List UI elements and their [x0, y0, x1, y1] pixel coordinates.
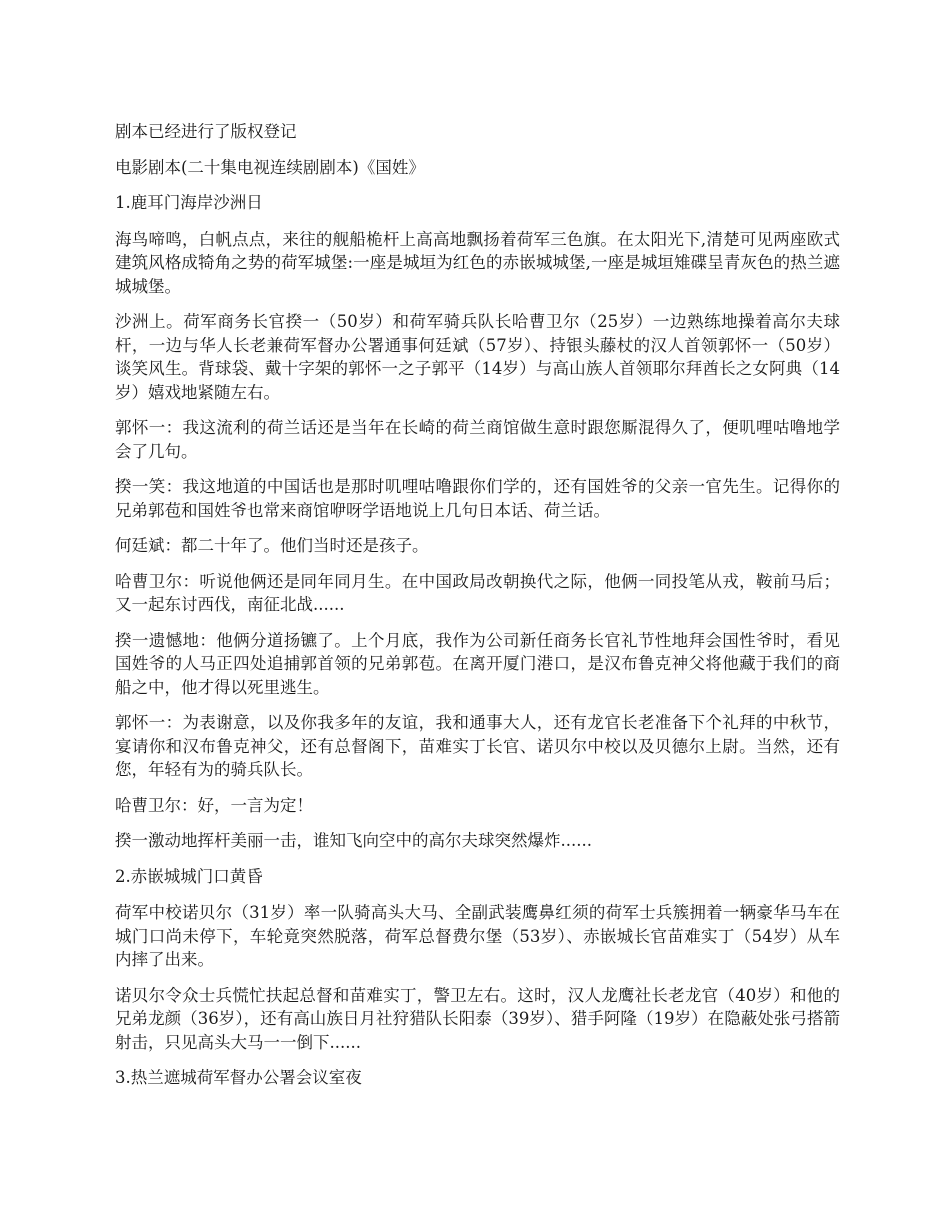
paragraph: 揆一激动地挥杆美丽一击，谁知飞向空中的高尔夫球突然爆炸......: [115, 831, 592, 850]
scene-heading-1: 1.鹿耳门海岸沙洲日: [115, 193, 263, 212]
scene-heading-3: 3.热兰遮城荷军督办公署会议室夜: [115, 1068, 362, 1087]
dialogue-line: 揆一遗憾地：他俩分道扬镳了。上个月底，我作为公司新任商务长官礼节性地拜会国性爷时，看见国姓爷的人马正四处追捕郭首领的兄弟郭苞。在离开厦门港口，是汉布鲁克神父将他藏于我们的商船之中，他才得以死里逃生。: [115, 630, 840, 697]
document-page: [115, 120, 840, 1103]
dialogue-line: 郭怀一：为表谢意，以及你我多年的友谊，我和通事大人，还有龙官长老准备下个礼拜的中秋节，宴请你和汉布鲁克神父，还有总督阁下，苗难实丁长官、诺贝尔中校以及贝德尔上尉。当然，还有您，年轻有为的骑兵队长。: [115, 713, 840, 779]
dialogue-line: 哈曹卫尔：好，一言为定！: [115, 795, 313, 815]
dialogue-line: 郭怀一：我这流利的荷兰话还是当年在长崎的荷兰商馆做生意时跟您厮混得久了，便叽哩咕噜地学会了几句。: [115, 418, 840, 461]
paragraph: 诺贝尔令众士兵慌忙扶起总督和苗难实丁，警卫左右。这时，汉人龙鹰社长老龙官（40岁）和他的兄弟龙颜（36岁），还有高山族日月社狩猎队长阳泰（39岁）、猎手阿隆（19岁）在隐蔽处张弓搭箭射击，只见高头大马一一倒下......: [115, 985, 840, 1052]
dialogue-line: 何廷斌：都二十年了。他们当时还是孩子。: [115, 536, 429, 555]
dialogue-line: 哈曹卫尔：听说他俩还是同年同月生。在中国政局改朝换代之际，他俩一同投笔从戎，鞍前马后；又一起东讨西伐，南征北战......: [115, 571, 840, 614]
paragraph: 海鸟啼鸣，白帆点点，来往的舰船桅杆上高高地飘扬着荷军三色旗。在太阳光下,清楚可见两座欧式建筑风格成犄角之势的荷军城堡:一座是城垣为红色的赤嵌城城堡,一座是城垣雉碟呈青灰色的热兰遮城城堡。: [115, 229, 840, 296]
paragraph: 荷军中校诺贝尔（31岁）率一队骑高头大马、全副武装鹰鼻红须的荷军士兵簇拥着一辆豪华马车在城门口尚未停下，车轮竟突然脱落，荷军总督费尔堡（53岁）、赤嵌城长官苗难实丁（54岁）从车内摔了出来。: [115, 903, 840, 969]
document-title: 电影剧本(二十集电视连续剧剧本)《国姓》: [115, 157, 425, 177]
paragraph: 沙洲上。荷军商务长官揆一（50岁）和荷军骑兵队长哈曹卫尔（25岁）一边熟练地操着高尔夫球杆，一边与华人长老兼荷军督办公署通事何廷斌（57岁）、持银头藤杖的汉人首领郭怀一（50岁）谈笑风生。背球袋、戴十字架的郭怀一之子郭平（14岁）与高山族人首领耶尔拜酋长之女阿典（14岁）嬉戏地紧随左右。: [115, 312, 840, 402]
dialogue-line: 揆一笑：我这地道的中国话也是那时叽哩咕噜跟你们学的，还有国姓爷的父亲一官先生。记得你的兄弟郭苞和国姓爷也常来商馆咿呀学语地说上几句日本话、荷兰话。: [115, 477, 840, 520]
scene-heading-2: 2.赤嵌城城门口黄昏: [115, 866, 263, 886]
copyright-note: 剧本已经进行了版权登记: [115, 122, 297, 141]
